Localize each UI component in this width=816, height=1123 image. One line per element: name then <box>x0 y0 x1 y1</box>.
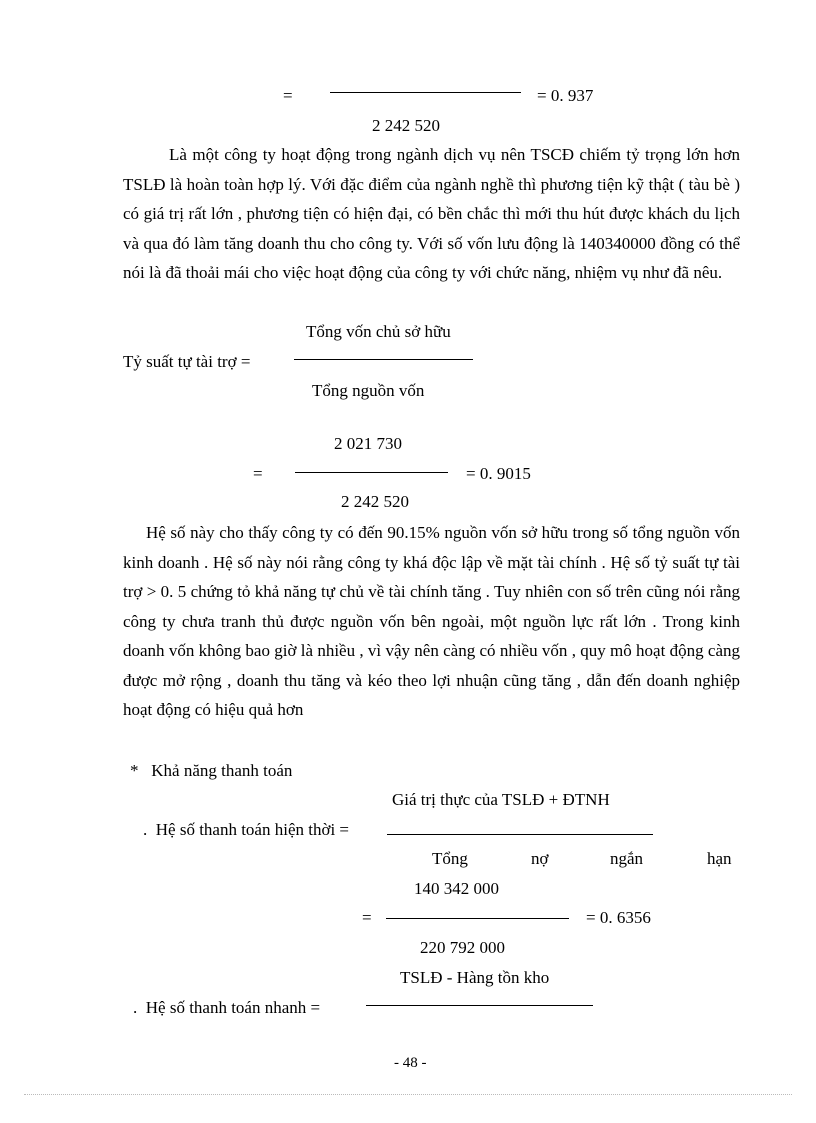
frac1-fraction-bar <box>330 92 521 93</box>
hien-thoi-denominator-word-4: hạn <box>707 849 732 868</box>
ty-suat-value-fraction-bar <box>295 472 448 473</box>
ty-suat-result: = 0. 9015 <box>466 464 531 483</box>
hien-thoi-fraction-bar <box>387 834 653 835</box>
nhanh-numerator: TSLĐ - Hàng tồn kho <box>400 968 550 987</box>
ty-suat-denominator: Tổng nguồn vốn <box>312 381 425 400</box>
nhanh-label: . Hệ số thanh toán nhanh = <box>133 998 321 1017</box>
hien-thoi-denominator-word-2: nợ <box>531 849 549 868</box>
hien-thoi-denominator-word-3: ngắn <box>610 849 644 868</box>
hien-thoi-numerator: Giá trị thực của TSLĐ + ĐTNH <box>392 790 610 809</box>
hien-thoi-value-fraction-bar <box>386 918 569 919</box>
hien-thoi-denominator-word-1: Tổng <box>432 849 468 868</box>
section-heading: * Khả năng thanh toán <box>130 761 293 780</box>
page-number: - 48 - <box>394 1055 427 1071</box>
ty-suat-numerator: Tổng vốn chủ sở hữu <box>306 322 451 341</box>
frac1-equals: = <box>283 86 293 105</box>
ty-suat-fraction-bar <box>294 359 473 360</box>
paragraph-2: Hệ số này cho thấy công ty có đến 90.15% nguồn vốn sở hữu trong số tổng nguồn vốn kinh doanh . Hệ số này nói rằng công ty khá độc lập về mặt tài chính . Hệ số tỷ suất tự tài trợ > 0. 5 chứng tỏ khả năng tự chủ về tài chính tăng . Tuy nhiên con số trên cũng nói rằng công ty chưa tranh thủ được nguồn vốn bên ngoài, một nguồn lực rất lớn . Trong kinh doanh vốn không bao giờ là nhiều , vì vậy nên càng có nhiều vốn , quy mô hoạt động càng được mở rộng , doanh thu tăng và kéo theo lợi nhuận cũng tăng , dẫn đến doanh nghiệp hoạt động có hiệu quả hơn <box>123 523 740 719</box>
frac1-result: = 0. 937 <box>537 86 594 105</box>
hien-thoi-value-numerator: 140 342 000 <box>414 879 499 898</box>
paragraph-1: Là một công ty hoạt động trong ngành dịch vụ nên TSCĐ chiếm tỷ trọng lớn hơn TSLĐ là hoàn toàn hợp lý. Với đặc điểm của ngành nghề thì phương tiện kỹ thật ( tàu bè ) có giá trị rất lớn , phương tiện có hiện đại, có bền chắc thì mới thu hút được khách du lịch và qua đó làm tăng doanh thu cho công ty. Với số vốn lưu động là 140340000 đồng có thể nói là đã thoải mái cho việc hoạt động của công ty với chức năng, nhiệm vụ như đã nêu. <box>123 145 740 282</box>
hien-thoi-equals: = <box>362 908 372 927</box>
ty-suat-value-numerator: 2 021 730 <box>334 434 402 453</box>
ty-suat-equals: = <box>253 464 263 483</box>
frac1-denominator: 2 242 520 <box>372 116 440 135</box>
hien-thoi-result: = 0. 6356 <box>586 908 651 927</box>
hien-thoi-value-denominator: 220 792 000 <box>420 938 505 957</box>
hien-thoi-label: . Hệ số thanh toán hiện thời = <box>143 820 350 839</box>
page-bottom-divider <box>24 1094 792 1095</box>
ty-suat-value-denominator: 2 242 520 <box>341 492 409 511</box>
nhanh-fraction-bar <box>366 1005 593 1006</box>
ty-suat-label: Tỷ suất tự tài trợ = <box>123 352 251 371</box>
